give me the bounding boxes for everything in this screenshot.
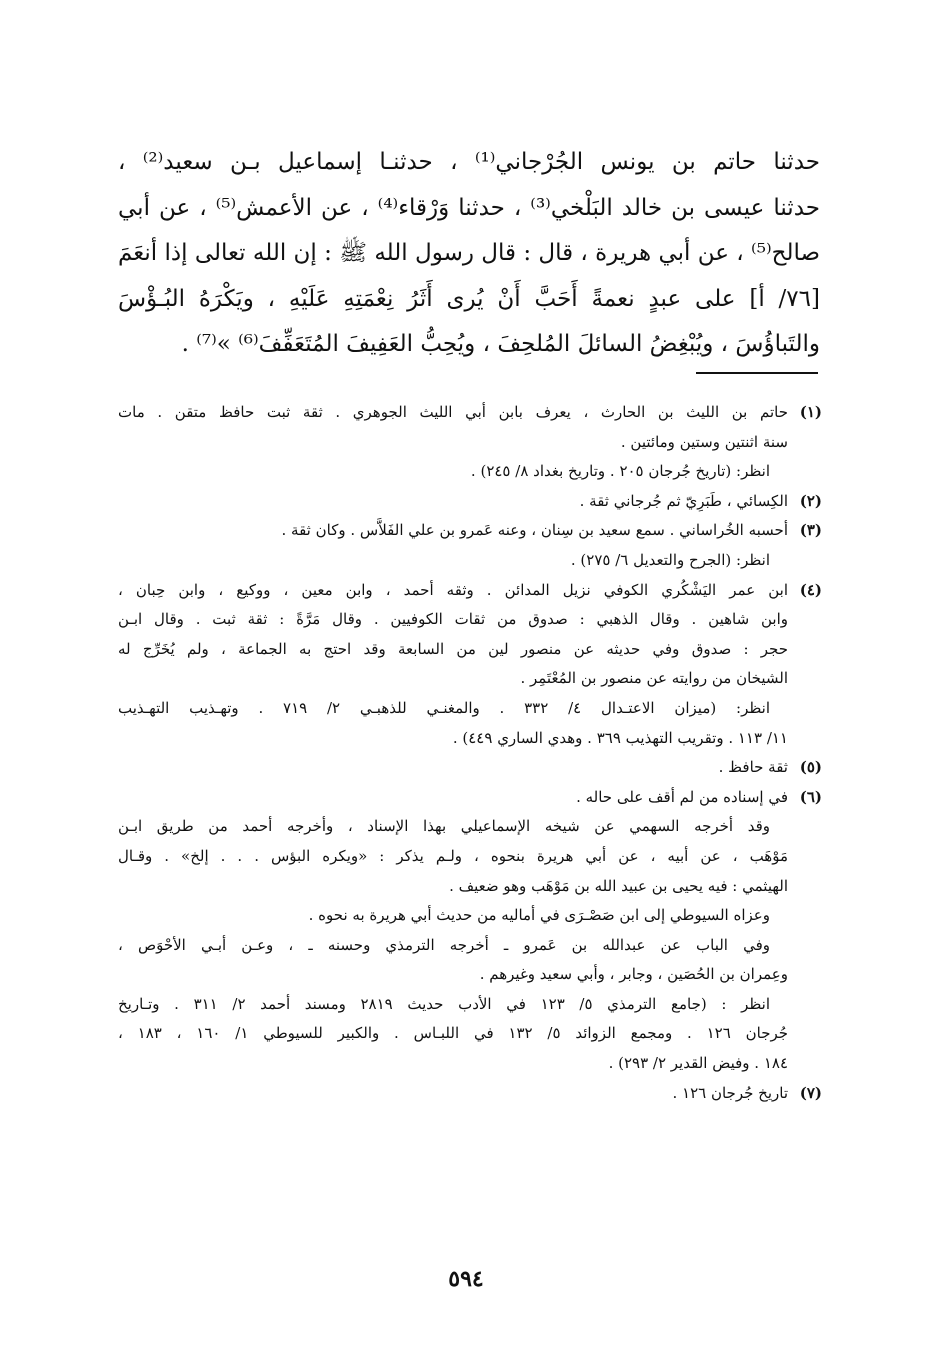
footnote-4 — [118, 576, 822, 754]
footnote-reference: مَوْهَب ، عن أبيه ، عن أبي هريرة بنحوه ، ولـم يذكر : «ويكره البؤس . . . إلخ» . وقـال — [118, 846, 788, 865]
footnote-text: حاتم بن الليث بن الحارث ، يعرف بابن أبي الليث الجوهري . ثقة ثبت حافظ متقن . مات — [118, 403, 788, 421]
footnote-text: ثقة حافظ . — [718, 758, 788, 777]
main-text-line: حدثنا حاتم بن يونس الجُرْجاني⁽¹⁾ ، حدثنـا إسماعيل بـن سعيد⁽²⁾ ، — [118, 149, 820, 175]
footnote-reference: الهيثمي : فيه يحيى بن عبيد الله بن مَوْهَب وهو ضعيف . — [449, 876, 788, 895]
footnote-number: (٦) — [799, 787, 822, 806]
footnote-5 — [118, 753, 822, 783]
footnote-1 — [118, 398, 822, 487]
footnote-2 — [118, 487, 822, 517]
footnote-3 — [118, 516, 822, 575]
footnote-number: (٤) — [799, 580, 822, 599]
footnote-reference: ١١/ ١١٣ . وتقريب التهذيب ٣٦٩ . وهدي الساري ٤٤٩) . — [452, 728, 788, 747]
footnote-text: أحسبه الخُراساني . سمع سعيد بن سِنان ، وعنه عَمرو بن علي الفَلاَّس . وكان ثقة . — [281, 521, 788, 540]
footnote-number: (٧) — [799, 1083, 822, 1102]
main-text — [118, 140, 820, 368]
footnote-reference: انظر: (ميزان الاعتـدال ٤/ ٣٣٢ . والمغنـي للذهبـي ٢/ ٧١٩ . وتهـذيب التهـذيب — [118, 698, 770, 717]
main-text-line: [٧٦/ أ] على عبدٍ نعمةً أَحَبَّ أَنْ يُرى أَثَرُ نِعْمَتِهِ عَلَيْهِ ، ويَكْرَهُ البُـؤْسَ — [118, 285, 820, 312]
footnote-reference: انظر : (جامع الترمذي ٥/ ١٢٣ في الأدب حديث ٢٨١٩ ومسند أحمد ٢/ ٣١١ . وتـاريخ — [118, 994, 770, 1013]
footnote-7 — [118, 1079, 822, 1109]
footnote-number: (٥) — [799, 758, 822, 777]
footnote-text: سنة اثنتين وستين ومائتين . — [620, 432, 788, 451]
page-number: ٥٩٤ — [448, 1266, 484, 1292]
main-text-line: حدثنا عيسى بن خالد البَلْخي⁽³⁾ ، حدثنا وَرْقاء⁽⁴⁾ ، عن الأعمش⁽⁵⁾ ، عن أبي — [118, 194, 820, 221]
footnote-reference: وفي الباب عن عبدالله بن عَمرو ـ أخرجه الترمذي وحسنه ـ ، وعـن أبـي الأحْوَص ، — [118, 935, 771, 954]
footnote-text: وابن شاهين . وقال الذهبي : صدوق من ثقات الكوفيين . وقال مَرَّةً : ثقة ثبت . وقال ابـن — [118, 610, 788, 629]
footnote-reference: وقد أخرجه السهمي عن شيخه الإسماعيلي بهذا الإسناد ، وأخرجه أحمد من طريق ابـن — [118, 817, 770, 836]
footnote-reference: جُرجان ١٢٦ . ومجمع الزوائد ٥/ ١٣٢ في اللبـاس . والكبير للسيوطي ١/ ١٦٠ ، ١٨٣ ، — [118, 1024, 789, 1043]
main-text-line: صالح⁽⁵⁾ ، عن أبي هريرة ، قال : قال رسول الله ﷺ : إن الله تعالى إذا أنعَمَ — [118, 240, 820, 266]
footnote-reference: ١٨٤ . وفيض القدير ٢/ ٢٩٣) . — [608, 1054, 788, 1073]
footnote-text: الكِسائي ، طَبَرِيّ ثم جُرجاني ثقة . — [579, 491, 788, 510]
footnote-6 — [118, 783, 822, 1079]
footnote-separator — [696, 372, 818, 374]
footnote-number: (٣) — [799, 521, 822, 540]
footnote-number: (٢) — [799, 491, 822, 510]
footnote-text: الشيخان من روايته عن منصور بن المُعْتَمِر . — [520, 669, 788, 688]
footnote-text: في إسناده من لم أقف على حاله . — [576, 787, 788, 806]
footnote-text: حجر : صدوق وفي حديثه عن منصور لين من السابعة وقد احتج به الجماعة ، ولم يُخَرِّج له — [118, 639, 788, 658]
footnote-reference: وعِمران بن الحُصَين ، وجابر ، وأبي سعيد وغيرهم . — [479, 965, 788, 984]
footnote-number: (١) — [799, 403, 822, 421]
footnote-reference: وعزاه السيوطي إلى ابن صَصْـرَى في أماليه من حديث أبي هريرة به نحوه . — [308, 906, 770, 925]
footnote-reference: انظر: (تاريخ جُرجان ٢٠٥ . وتاريخ بغداد ٨/ ٢٤٥) . — [470, 462, 770, 481]
main-text-line: والتَباؤُسَ ، ويُبْغِضُ السائلَ المُلحِفَ ، ويُحِبُّ العَفِيفَ المُتَعَفِّفَ⁽⁶⁾ »⁽⁷⁾ . — [181, 331, 820, 357]
footnote-text: تاريخ جُرجان ١٢٦ . — [672, 1083, 788, 1102]
footnote-reference: انظر: (الجرح والتعديل ٦/ ٢٧٥) . — [570, 550, 770, 569]
footnotes — [118, 398, 822, 1108]
footnote-text: ابن عمر اليَشْكُري الكوفي نزيل المدائن . وثقه أحمد ، وابن معين ، ووكيع ، وابن حِبان ، — [118, 580, 788, 599]
